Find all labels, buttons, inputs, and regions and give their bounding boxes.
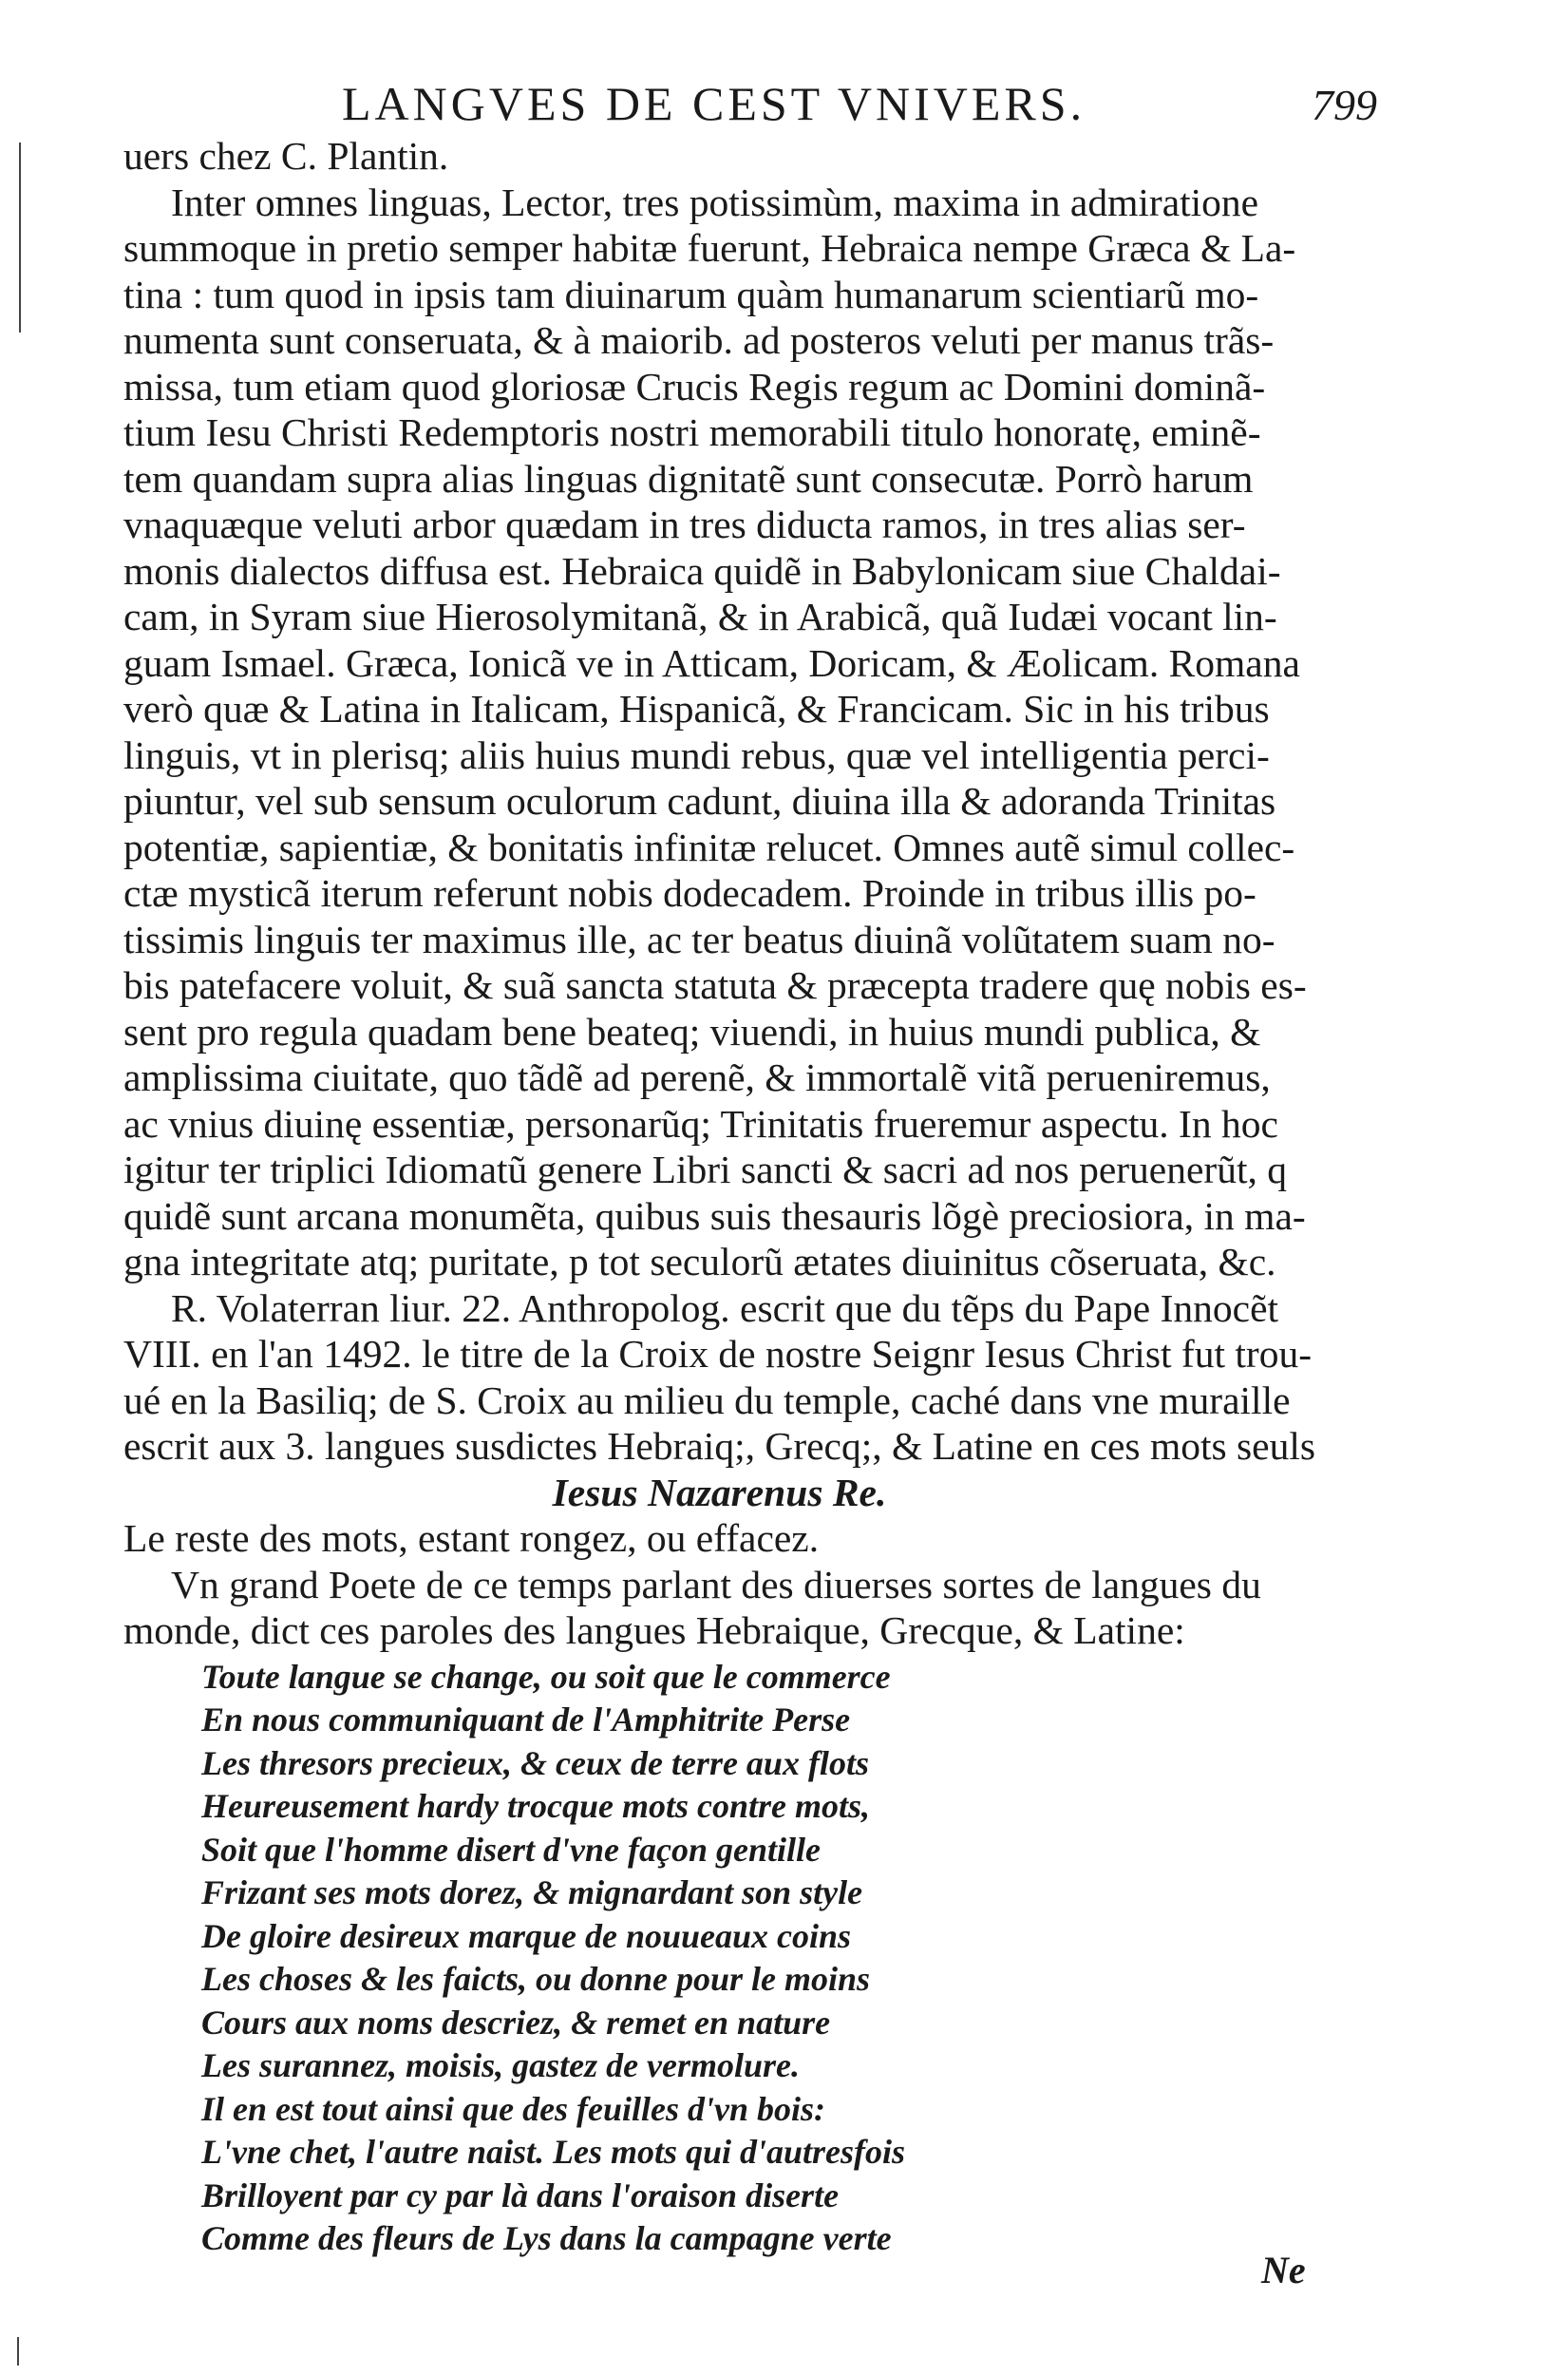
text-line: monis dialectos diffusa est. Hebraica quidẽ in Babylonicam siue Chaldai-: [123, 548, 1281, 593]
text-line: monde, dict ces paroles des langues Hebraique, Grecque, & Latine:: [123, 1608, 1185, 1652]
verse-line: De gloire desireux marque de nouueaux coins: [201, 1916, 852, 1955]
verse-line: Les choses & les faicts, ou donne pour le moins: [201, 1960, 871, 1998]
text-line: tium Iesu Christi Redemptoris nostri memorabili titulo honoratę, eminẽ-: [123, 410, 1261, 454]
margin-rule: [19, 142, 21, 332]
running-title: LANGVES DE CEST VNIVERS.: [342, 77, 1086, 130]
text-line: bis patefacere voluit, & suã sancta statuta & præcepta tradere quę nobis es-: [123, 963, 1307, 1007]
text-line: igitur ter triplici Idiomatũ genere Libri sancti & sacri ad nos peruenerũt, q: [123, 1148, 1287, 1191]
text-line: escrit aux 3. langues susdictes Hebraiq;, Grecq;, & Latine en ces mots seuls: [123, 1424, 1316, 1468]
text-line: Vn grand Poete de ce temps parlant des diuerses sortes de langues du: [171, 1562, 1261, 1606]
text-line: R. Volaterran liur. 22. Anthropolog. escrit que du tẽps du Pape Innocẽt: [171, 1285, 1279, 1330]
text-line: tem quandam supra alias linguas dignitatẽ sunt consecutæ. Porrò harum: [123, 456, 1254, 501]
text-line: ué en la Basiliq; de S. Croix au milieu du temple, caché dans vne muraille: [123, 1378, 1291, 1422]
text-line: sent pro regula quadam bene beateq; viuendi, in huius mundi publica, &: [123, 1009, 1261, 1054]
cross-inscription: Iesus Nazarenus Re.: [552, 1470, 887, 1514]
text-line: gna integritate atq; puritate, p tot seculorũ ætates diuinitus cõseruata, &c.: [123, 1240, 1276, 1283]
text-line: amplissima ciuitate, quo tãdẽ ad perenẽ, & immortalẽ vitã perueniremus,: [123, 1055, 1271, 1099]
verse-line: En nous communiquant de l'Amphitrite Perse: [201, 1700, 851, 1738]
text-line: tissimis linguis ter maximus ille, ac ter beatus diuinã volũtatem suam no-: [123, 917, 1275, 961]
verse-line: Soit que l'homme disert d'vne façon gentille: [201, 1830, 821, 1869]
text-line: verò quæ & Latina in Italicam, Hispanicã, & Francicam. Sic in his tribus: [123, 687, 1270, 731]
text-line: guam Ismael. Græca, Ionicã ve in Atticam, Doricam, & Æolicam. Romana: [123, 640, 1300, 685]
catchword: Ne: [1261, 2249, 1306, 2291]
text-line: uers chez C. Plantin.: [123, 134, 449, 178]
verse-line: Frizant ses mots dorez, & mignardant son style: [201, 1873, 863, 1911]
verse-line: Les surannez, moisis, gastez de vermolure.: [201, 2046, 801, 2084]
text-line: Le reste des mots, estant rongez, ou effacez.: [123, 1516, 820, 1560]
page-number: 799: [1312, 81, 1377, 129]
text-line: quidẽ sunt arcana monumẽta, quibus suis thesauris lõgè preciosiora, in ma-: [123, 1193, 1306, 1238]
text-line: numenta sunt conseruata, & à maiorib. ad posteros veluti per manus trãs-: [123, 318, 1275, 362]
page-header: [342, 76, 1377, 133]
text-line: linguis, vt in plerisq; aliis huius mundi rebus, quæ vel intelligentia perci-: [123, 732, 1270, 777]
margin-rule: [17, 2337, 19, 2366]
text-line: cam, in Syram siue Hierosolymitanã, & in Arabicã, quã Iudæi vocant lin-: [123, 595, 1277, 638]
verse-line: Cours aux noms descriez, & remet en nature: [201, 2003, 831, 2042]
body-text: [123, 133, 1315, 2261]
text-line: vnaquæque veluti arbor quædam in tres diducta ramos, in tres alias ser-: [123, 503, 1246, 546]
text-line: summoque in pretio semper habitæ fuerunt, Hebraica nempe Græca & La-: [123, 226, 1296, 270]
verse-line: Comme des fleurs de Lys dans la campagne verte: [201, 2219, 892, 2257]
text-line: potentiæ, sapientiæ, & bonitatis infinitæ relucet. Omnes autẽ simul collec-: [123, 825, 1295, 869]
verse-line: Toute langue se change, ou soit que le commerce: [201, 1657, 891, 1696]
text-line: tina : tum quod in ipsis tam diuinarum quàm humanarum scientiarũ mo-: [123, 272, 1259, 316]
text-line: missa, tum etiam quod gloriosæ Crucis Regis regum ac Domini dominã-: [123, 364, 1266, 408]
verse-line: Heureusement hardy trocque mots contre mots,: [201, 1787, 871, 1825]
verse-line: Les thresors precieux, & ceux de terre aux flots: [201, 1743, 869, 1782]
verse-line: L'vne chet, l'autre naist. Les mots qui d'autresfois: [201, 2133, 906, 2171]
verse-line: Il en est tout ainsi que des feuilles d'vn bois:: [201, 2089, 826, 2128]
text-line: piuntur, vel sub sensum oculorum cadunt, diuina illa & adoranda Trinitas: [123, 779, 1276, 823]
verse-line: Brilloyent par cy par là dans l'oraison diserte: [201, 2176, 840, 2214]
text-line: ac vnius diuinę essentiæ, personarũq; Trinitatis frueremur aspectu. In hoc: [123, 1101, 1278, 1146]
text-line: Inter omnes linguas, Lector, tres potissimùm, maxima in admiratione: [171, 180, 1259, 224]
text-line: VIII. en l'an 1492. le titre de la Croix de nostre Seignr Iesus Christ fut trou-: [123, 1332, 1313, 1376]
poem-quotation: [123, 1656, 1315, 2261]
text-line: ctæ mysticã iterum referunt nobis dodecadem. Proinde in tribus illis po-: [123, 871, 1256, 915]
